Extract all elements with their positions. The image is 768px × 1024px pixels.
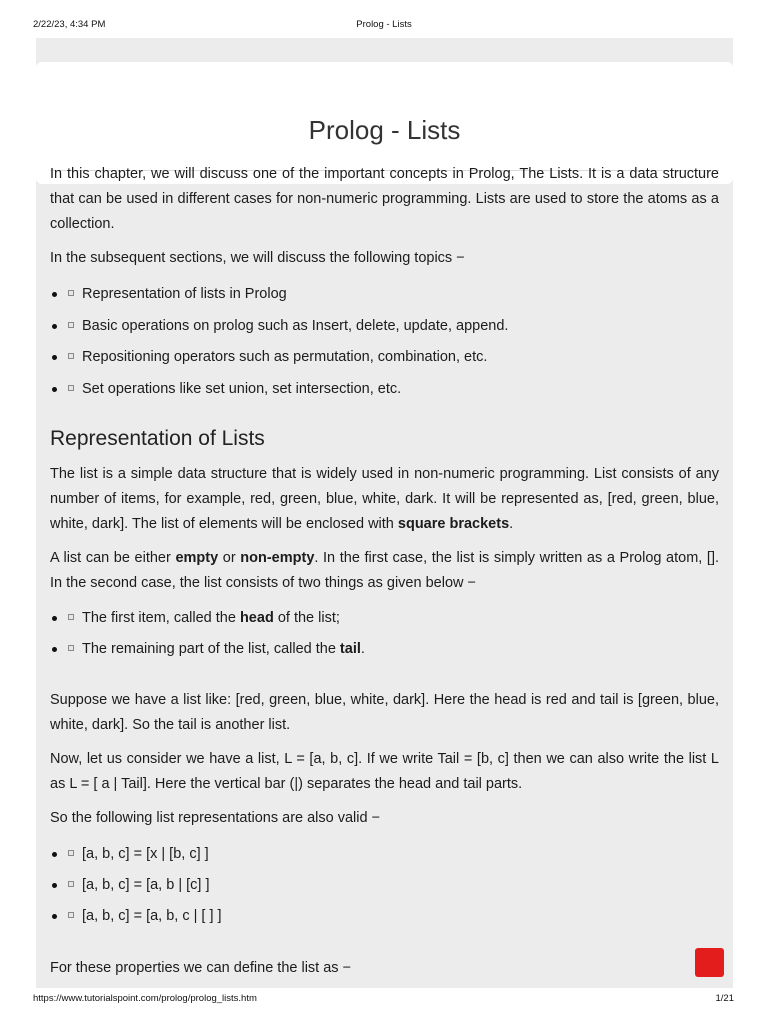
print-header [0, 16, 768, 32]
bullet-icon [52, 292, 57, 297]
page-content-area: Prolog - Lists In this chapter, we will discuss one of the important concepts in Prolog, The Lists. It is a data structure that can be used in different cases for non-numeric programming. Lists are used to store the atoms as a collection. In the subsequent sections, we will discuss the following topics − Representation of lists in Prolog Basic operations on prolog such as Insert, delete, update, append. Repositioning operators such as permutation, combination, etc. Set operations like set union, set intersection, etc. Representation of Lists The list is a simple data structure that is widely used in non-numeric programming. List consists of any number of items, for example, red, green, blue, white, dark. It will be represented as, [red, green, blue, white, dark]. The list of elements will be enclosed with square brackets. A list can be either empty or non-empty. In the first case, the list is simply written as a Prolog atom, []. In the second case, the list consists of two things as given below − The first item, called the head of the list; The remaining part of the list, called the tail. Suppose we have a list like: [red, green, blue, white, dark]. Here the head is red and tail is [green, blue, white, dark]. So the tail is another list. Now, let us consider we have a list, L = [a, b, c]. If we write Tail = [b, c] then we can also write the list L as L = [ a | Tail]. Here the vertical bar (|) separates the head and tail parts. So the following list representations are also valid − [a, b, c] = [x | [b, c] ] [a, b, c] = [a, b | [c] ] [a, b, c] = [a, b, c | [ ] ] For these properties we can define the list as − [36, 38, 733, 988]
square-icon [68, 850, 74, 856]
print-url: https://www.tutorialspoint.com/prolog/prolog_lists.htm [33, 993, 257, 1004]
tail-syntax-paragraph: Now, let us consider we have a list, L = [a, b, c]. If we write Tail = [b, c] then we can also write the list L as L = [ a | Tail]. Here the vertical bar (|) separates the head and tail parts. [50, 751, 719, 792]
print-doc-title: Prolog - Lists [356, 19, 412, 30]
square-icon [68, 614, 74, 620]
bullet-icon [52, 914, 57, 919]
representation-paragraph: The list is a simple data structure that is widely used in non-numeric programming. List consists of any number of items, for example, red, green, blue, white, dark. It will be represented as, [red, green, blue, white, dark]. The list of elements will be enclosed with square brackets. [50, 466, 719, 532]
bullet-icon [52, 852, 57, 857]
bullet-icon [52, 883, 57, 888]
print-page-number: 1/21 [715, 993, 734, 1004]
square-icon [68, 881, 74, 887]
square-icon [68, 353, 74, 359]
bullet-icon [52, 616, 57, 621]
definition-lead: For these properties we can define the list as − [50, 960, 352, 976]
square-icon [68, 322, 74, 328]
section-heading: Representation of Lists [50, 427, 265, 450]
square-icon [68, 912, 74, 918]
bullet-icon [52, 355, 57, 360]
print-footer [0, 990, 768, 1006]
page-title: Prolog - Lists [308, 115, 461, 145]
topics-lead: In the subsequent sections, we will discuss the following topics − [50, 250, 465, 266]
scroll-to-top-button[interactable] [695, 948, 724, 977]
square-icon [68, 290, 74, 296]
valid-lead: So the following list representations are also valid − [50, 810, 381, 826]
head-tail-paragraph: Suppose we have a list like: [red, green, blue, white, dark]. Here the head is red and tail is [green, blue, white, dark]. So the tail is another list. [50, 692, 719, 733]
print-datetime: 2/22/23, 4:34 PM [33, 19, 106, 30]
intro-paragraph: In this chapter, we will discuss one of the important concepts in Prolog, The Lists. It is a data structure that can be used in different cases for non-numeric programming. Lists are used to store the atoms as a collection. [50, 166, 719, 232]
empty-nonempty-paragraph: A list can be either empty or non-empty. In the first case, the list is simply written as a Prolog atom, []. In the second case, the list consists of two things as given below − [50, 550, 720, 591]
bullet-icon [52, 387, 57, 392]
square-icon [68, 645, 74, 651]
square-icon [68, 385, 74, 391]
bullet-icon [52, 324, 57, 329]
bullet-icon [52, 647, 57, 652]
